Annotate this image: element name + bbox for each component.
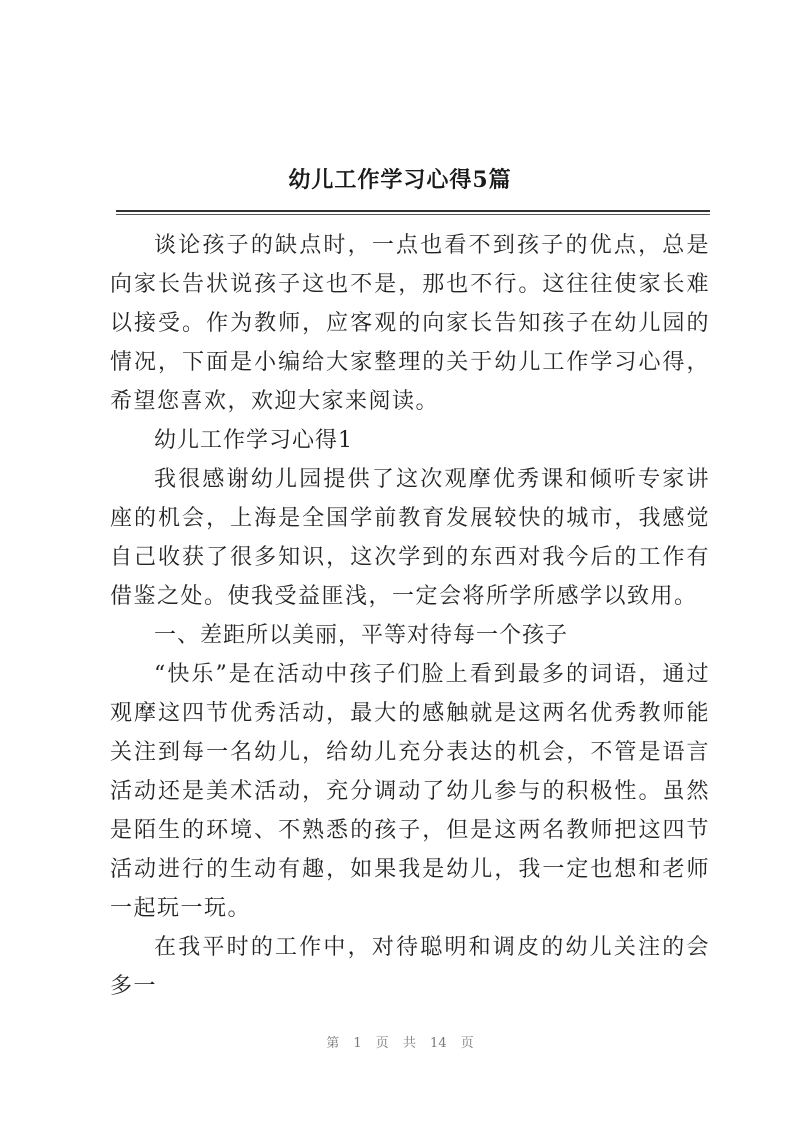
body-paragraph: “快乐”是在活动中孩子们脸上看到最多的词语，通过观摩这四节优秀活动，最大的感触就是这两名优秀教师能关注到每一名幼儿，给幼儿充分表达的机会，不管是语言活动还是美术活动，充分调动了幼儿参与的积极性。虽然是陌生的环境、不熟悉的孩子，但是这两名教师把这四节活动进行的生动有趣，如果我是幼儿，我一定也想和老师一起玩一玩。 [110,662,710,921]
title-divider-thin [116,214,710,215]
intro-paragraph: 谈论孩子的缺点时，一点也看不到孩子的优点，总是向家长告状说孩子这也不是，那也不行。这往往使家长难以接受。作为教师，应客观的向家长告知孩子在幼儿园的情况，下面是小编给大家整理的关于幼儿工作学习心得，希望您喜欢，欢迎大家来阅读。 [110,233,710,414]
body-paragraph: 在我平时的工作中，对待聪明和调皮的幼儿关注的会多一 [110,935,710,999]
document-body [110,226,710,1006]
body-paragraph: 我很感谢幼儿园提供了这次观摩优秀课和倾听专家讲座的机会，上海是全国学前教育发展较快的城市，我感觉自己收获了很多知识，这次学到的东西对我今后的工作有借鉴之处。使我受益匪浅，一定会将所学所感学以致用。 [110,467,710,609]
page-footer: 第 1 页 共 14 页 [326,1036,474,1051]
section-heading: 幼儿工作学习心得1 [154,428,353,453]
title-divider-thick [116,210,710,212]
sub-heading: 一、差距所以美丽，平等对待每一个孩子 [154,623,569,648]
document-title: 幼儿工作学习心得5篇 [288,167,512,193]
